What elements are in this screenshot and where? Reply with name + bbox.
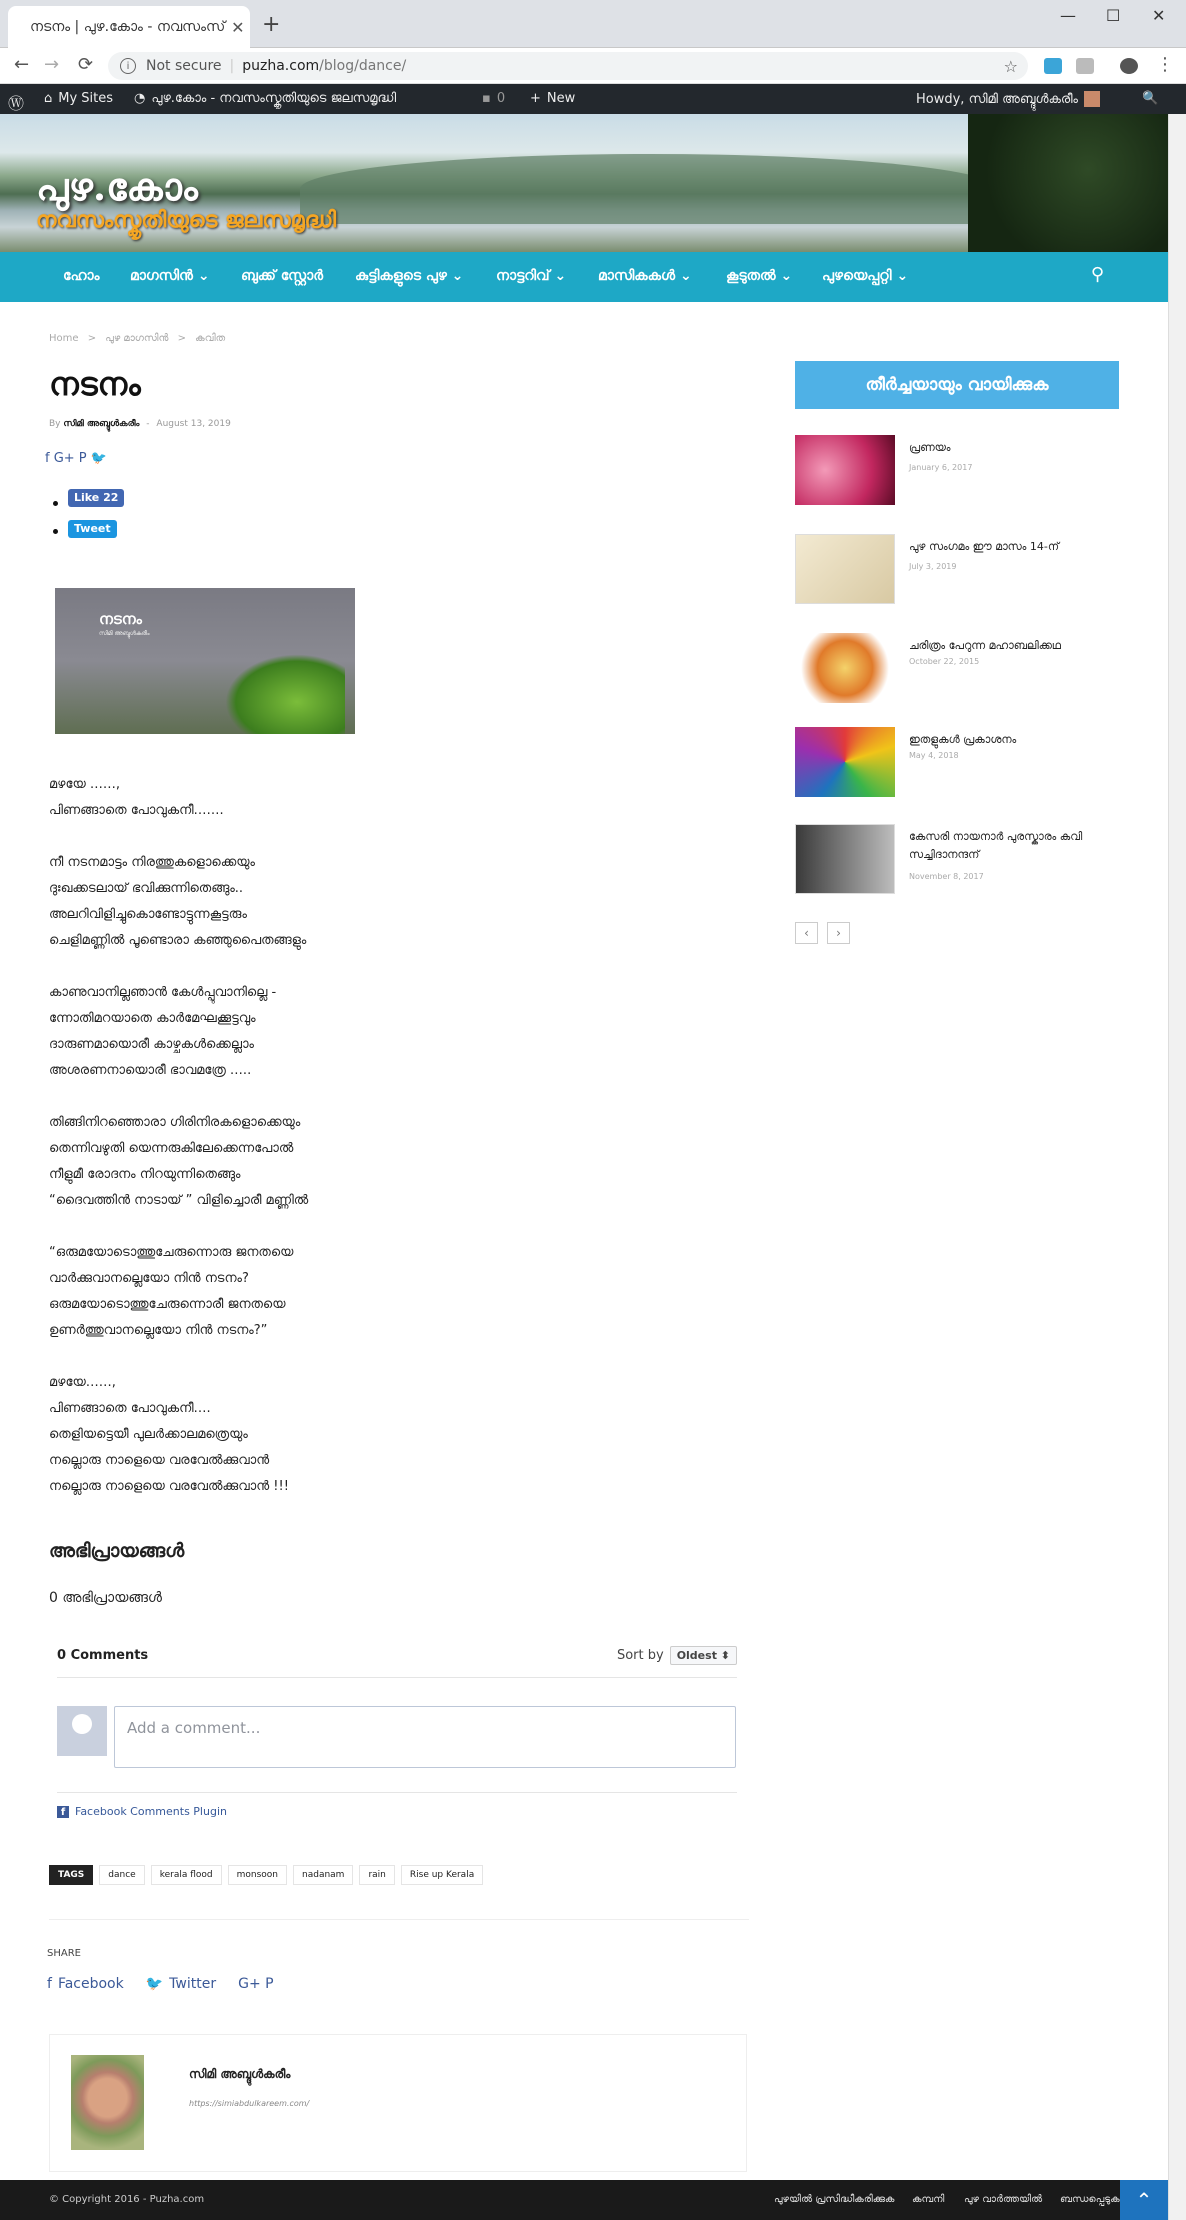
forward-icon[interactable]: → <box>44 54 60 75</box>
minimize-icon[interactable]: — <box>1060 6 1076 25</box>
tag-item[interactable]: kerala flood <box>151 1865 222 1885</box>
nav-search-icon[interactable]: ⚲ <box>1090 264 1104 285</box>
poem-line: അശരണനായൊരീ ഭാവമത്രേ ….. <box>49 1063 252 1078</box>
site-tagline: നവസംസ്കൃതിയുടെ ജലസമൃദ്ധി <box>36 208 337 233</box>
admin-my-sites[interactable] <box>44 91 113 106</box>
mini-share-icons <box>45 451 107 466</box>
poem-line: നല്ലൊരു നാളെയെ വരവേൽക്കുവാൻ <box>49 1453 270 1468</box>
admin-new[interactable] <box>530 91 575 106</box>
featured-image-sub: സിമി അബ്ദുൾകരീം <box>99 630 150 637</box>
browser-menu-icon[interactable]: ⋮ <box>1156 54 1174 75</box>
security-label: Not secure <box>146 58 222 74</box>
browser-tab[interactable] <box>8 6 250 48</box>
site-logo[interactable]: പുഴ.കോം <box>36 164 198 209</box>
site-footer <box>0 2180 1168 2220</box>
back-to-top-button[interactable]: ⌃ <box>1120 2180 1168 2220</box>
poem-line: ന്നോതിമറയാതെ കാർമേഘക്കൂട്ടവും <box>49 1011 256 1026</box>
url-path: /blog/dance/ <box>319 58 407 74</box>
new-tab-icon[interactable]: + <box>262 12 281 37</box>
twitter-icon: 🐦 <box>145 1976 164 1992</box>
wp-admin-bar <box>0 84 1186 114</box>
poem-line: വാർക്കുവാനല്ലെയോ നിൻ നടനം? <box>49 1271 249 1286</box>
author-name[interactable]: സിമി അബ്ദുൾകരീം <box>189 2067 291 2081</box>
fb-comments-header <box>57 1646 737 1678</box>
back-icon[interactable]: ← <box>14 54 30 75</box>
admin-site-name[interactable] <box>134 91 396 106</box>
related-post-thumb[interactable] <box>795 824 895 894</box>
url-domain: puzha.com <box>242 58 320 74</box>
prev-page-button[interactable]: ‹ <box>795 922 818 944</box>
fb-plugin-link[interactable] <box>57 1792 737 1818</box>
sidebar-title: തീർച്ചയായും വായിക്കുക <box>795 361 1119 409</box>
breadcrumb-home[interactable]: Home <box>49 333 79 344</box>
share-twitter-label: Twitter <box>169 1976 217 1992</box>
site-header-banner <box>0 114 1168 252</box>
fb-sort <box>617 1646 737 1665</box>
share-facebook-label: Facebook <box>57 1976 124 1992</box>
footer-link[interactable]: പുഴ വാർത്തയിൽ <box>964 2194 1043 2205</box>
poem-line: ദാരുണമായൊരീ കാഴ്ചകൾക്കെല്ലാം <box>49 1037 254 1052</box>
meta-by: By <box>49 419 61 429</box>
related-post-date: October 22, 2015 <box>909 657 980 666</box>
twitter-bird-icon[interactable]: 🐦 <box>90 451 107 466</box>
comments-count: 0 <box>496 91 506 106</box>
footer-link[interactable]: പുഴയിൽ പ്രസിദ്ധീകരിക്കുക <box>774 2194 895 2205</box>
fb-like-button[interactable]: Like 22 <box>68 489 124 507</box>
nav-item-folklore[interactable]: നാട്ടറിവ് ⌄ <box>496 268 567 284</box>
nav-item-more[interactable]: കൂടുതൽ ⌄ <box>726 268 793 284</box>
url-separator: | <box>229 58 235 74</box>
related-post-thumb[interactable] <box>795 633 895 703</box>
poem-line: ഒരുമയോടൊത്തുചേരുന്നൊരീ ജനതയെ <box>49 1297 286 1312</box>
meta-author[interactable]: സിമി അബ്ദുൾകരീം <box>63 419 140 429</box>
new-label: New <box>546 91 576 106</box>
poem-line: തിങ്ങിനിറഞ്ഞൊരാ ഗിരിനിരകളൊക്കെയും <box>49 1115 301 1130</box>
extension-cloud-icon[interactable] <box>1044 58 1062 74</box>
poem-line: കാണുവാനില്ലഞാൻ കേൾപ്പുവാനില്ലെ - <box>49 985 277 1000</box>
house-icon: ⌂ <box>44 91 53 106</box>
tag-item[interactable]: monsoon <box>228 1865 287 1885</box>
share-facebook-button[interactable] <box>47 1976 124 1992</box>
poem-stanza <box>49 980 609 1084</box>
related-post-date: July 3, 2019 <box>909 562 957 571</box>
nav-item-kids[interactable]: കുട്ടികളുടെ പുഴ ⌄ <box>355 268 464 284</box>
divider <box>49 1919 749 1920</box>
footer-link[interactable]: കമ്പനി <box>912 2194 945 2205</box>
banner-tree <box>968 114 1168 252</box>
featured-image <box>55 588 355 734</box>
window-close-icon[interactable]: ✕ <box>1152 6 1166 25</box>
related-post-date: January 6, 2017 <box>909 463 973 472</box>
share-gp-button[interactable]: G+ P <box>238 1976 274 1992</box>
url-bar[interactable] <box>108 52 1028 80</box>
nav-item-bookstore[interactable]: ബുക്ക് സ്റ്റോർ <box>241 268 324 284</box>
list-bullet <box>53 501 58 506</box>
poem-stanza <box>49 1240 609 1344</box>
breadcrumb-sep: > <box>87 333 97 344</box>
banner-mountain <box>300 154 1000 224</box>
tag-item[interactable]: rain <box>359 1865 394 1885</box>
related-post-title[interactable]: പുഴ സംഗമം ഈ മാസം 14-ന് <box>909 540 1060 553</box>
breadcrumb-cat2[interactable]: കവിത <box>195 333 226 344</box>
tags-label: TAGS <box>49 1865 93 1885</box>
poem-line: “ഒരുമയോടൊത്തുചേരുന്നൊരു ജനതയെ <box>49 1245 294 1260</box>
post-meta <box>49 419 231 429</box>
author-box <box>49 2034 747 2172</box>
reload-icon[interactable]: ⟳ <box>78 54 94 75</box>
breadcrumb-sep: > <box>177 333 186 344</box>
related-post-thumb[interactable] <box>795 727 895 797</box>
nav-item-home[interactable]: ഹോം <box>63 268 100 284</box>
my-sites-label: My Sites <box>58 91 114 106</box>
meta-dash: - <box>146 419 150 429</box>
poem-line: ദുഃഖക്കടലായ് ഭവിക്കുന്നിതെങ്ങും.. <box>49 881 244 896</box>
comment-bubble-icon: ▪ <box>482 91 491 106</box>
poem-line: തെന്നിവഴുതി യെന്നരുകിലേക്കെന്നപോൽ <box>49 1141 294 1156</box>
poem-line: നീളുമീ രോദനം നിറയുന്നിതെങ്ങും <box>49 1167 241 1182</box>
poem-line: മഴയേ ……, <box>49 777 121 792</box>
tab-close-icon[interactable]: ✕ <box>231 17 245 37</box>
maximize-icon[interactable]: ☐ <box>1106 6 1121 25</box>
fb-plugin-label: Facebook Comments Plugin <box>75 1805 227 1818</box>
poem-stanza <box>49 772 609 824</box>
comment-input[interactable]: Add a comment... <box>114 1706 736 1768</box>
tag-item[interactable]: nadanam <box>293 1865 353 1885</box>
poem-line: തെളിയട്ടെയീ പുലർക്കാലമത്രെയും <box>49 1427 248 1442</box>
poem-line: നീ നടനമാട്ടം നിരത്തുകളൊക്കെയും <box>49 855 255 870</box>
author-url[interactable]: https://simiabdulkareem.com/ <box>189 2099 310 2108</box>
list-bullet <box>53 529 58 534</box>
poem-line: “ദൈവത്തിൻ നാടായ് ” വിളിച്ചൊരീ മണ്ണിൽ <box>49 1193 309 1208</box>
related-post-title[interactable]: പ്രണയം <box>909 441 951 454</box>
nav-item-magazine[interactable]: മാഗസിൻ ⌄ <box>130 268 210 284</box>
bookmark-star-icon[interactable]: ☆ <box>1003 56 1018 76</box>
leaf-graphic <box>225 654 345 734</box>
tag-item[interactable]: Rise up Kerala <box>401 1865 483 1885</box>
address-bar-row <box>0 48 1186 84</box>
admin-search-icon[interactable]: 🔍 <box>1142 91 1159 106</box>
poem-stanza <box>49 1370 609 1500</box>
facebook-icon: f <box>47 1976 52 1992</box>
browser-tabbar <box>0 0 1186 48</box>
poem-line: മഴയേ……, <box>49 1375 116 1390</box>
post-content <box>49 772 609 1526</box>
poem-line: ചെളിമണ്ണിൽ പൂണ്ടൊരാ കഞ്ഞുപൈതങ്ങളും <box>49 933 307 948</box>
share-buttons <box>47 1976 274 1992</box>
next-page-button[interactable]: › <box>827 922 850 944</box>
profile-avatar-icon[interactable] <box>1120 58 1138 74</box>
mini-share-text[interactable]: f G+ P <box>45 451 87 466</box>
nav-item-magazines[interactable]: മാസികകൾ ⌄ <box>598 268 692 284</box>
poem-line: അലറിവിളിച്ചുകൊണ്ടോട്ടുന്നകൂട്ടരും <box>49 907 247 922</box>
share-label: SHARE <box>47 1948 81 1959</box>
poem-line: ഉണർത്തുവാനല്ലെയോ നിൻ നടനം?” <box>49 1323 268 1338</box>
social-buttons <box>68 486 124 548</box>
featured-image-title: നടനം <box>99 610 142 628</box>
main-navigation <box>0 252 1168 302</box>
dashboard-icon: ◔ <box>134 91 146 106</box>
tweet-button[interactable]: Tweet <box>68 520 117 538</box>
post-title: നടനം <box>49 365 141 403</box>
related-post-title[interactable]: കേസരി നായനാർ പുരസ്കാരം കവി സച്ചിദാനന്ദന് <box>909 830 1083 861</box>
howdy-label: Howdy, സിമി അബ്ദുൾകരീം <box>916 91 1078 107</box>
related-post-date: May 4, 2018 <box>909 751 959 760</box>
related-post-thumb[interactable] <box>795 435 895 505</box>
post-tags <box>49 1865 483 1885</box>
site-name-label: പുഴ.കോം - നവസംസ്കൃതിയുടെ ജലസമൃദ്ധി <box>151 91 397 106</box>
tab-title: നടനം | പുഴ.കോം - നവസംസ്‌ <box>30 19 226 35</box>
fb-comments-plugin <box>57 1646 737 1818</box>
poem-stanza <box>49 1110 609 1214</box>
admin-howdy[interactable] <box>916 91 1100 107</box>
footer-copyright: © Copyright 2016 - Puzha.com <box>49 2194 205 2205</box>
poem-line: പിണങ്ങാതെ പോവുകനീ……. <box>49 803 224 818</box>
sort-label: Sort by <box>616 1648 664 1663</box>
extension-gray-icon[interactable] <box>1076 58 1094 74</box>
related-post-thumb[interactable] <box>795 534 895 604</box>
poem-line: നല്ലൊരു നാളെയെ വരവേൽക്കുവാൻ !!! <box>49 1479 289 1494</box>
tag-item[interactable]: dance <box>99 1865 144 1885</box>
share-twitter-button[interactable] <box>146 1976 216 1992</box>
poem-stanza <box>49 850 609 954</box>
footer-link[interactable]: ബന്ധപ്പെടുക <box>1060 2194 1120 2205</box>
breadcrumb <box>49 333 225 344</box>
facebook-icon: f <box>57 1806 69 1818</box>
plus-icon: + <box>530 91 541 106</box>
comments-heading: അഭിപ്രായങ്ങൾ <box>49 1540 185 1562</box>
admin-comments[interactable] <box>482 91 505 106</box>
sort-select[interactable]: Oldest ⬍ <box>670 1646 737 1665</box>
comments-count-text: 0 അഭിപ്രായങ്ങൾ <box>49 1590 162 1606</box>
related-post-date: November 8, 2017 <box>909 872 984 881</box>
nav-item-about[interactable]: പുഴയെപ്പറ്റി ⌄ <box>822 268 909 284</box>
wordpress-logo-icon[interactable]: Ⓦ <box>8 94 25 113</box>
poem-line: പിണങ്ങാതെ പോവുകനീ…. <box>49 1401 211 1416</box>
related-post-title[interactable]: ഇതളുകൾ പ്രകാശനം <box>909 733 1017 746</box>
page-scrollbar[interactable] <box>1168 114 1186 2220</box>
breadcrumb-cat1[interactable]: പുഴ മാഗസിൻ <box>105 333 169 344</box>
user-avatar-icon <box>1084 91 1100 107</box>
commenter-avatar <box>57 1706 107 1756</box>
fb-comment-count: 0 Comments <box>57 1648 149 1663</box>
meta-date: August 13, 2019 <box>156 419 231 429</box>
site-info-icon[interactable]: i <box>120 58 136 74</box>
author-avatar <box>71 2055 144 2150</box>
related-post-title[interactable]: ചരിത്രം പേറുന്ന മഹാബലിക്കഥ <box>909 639 1061 652</box>
